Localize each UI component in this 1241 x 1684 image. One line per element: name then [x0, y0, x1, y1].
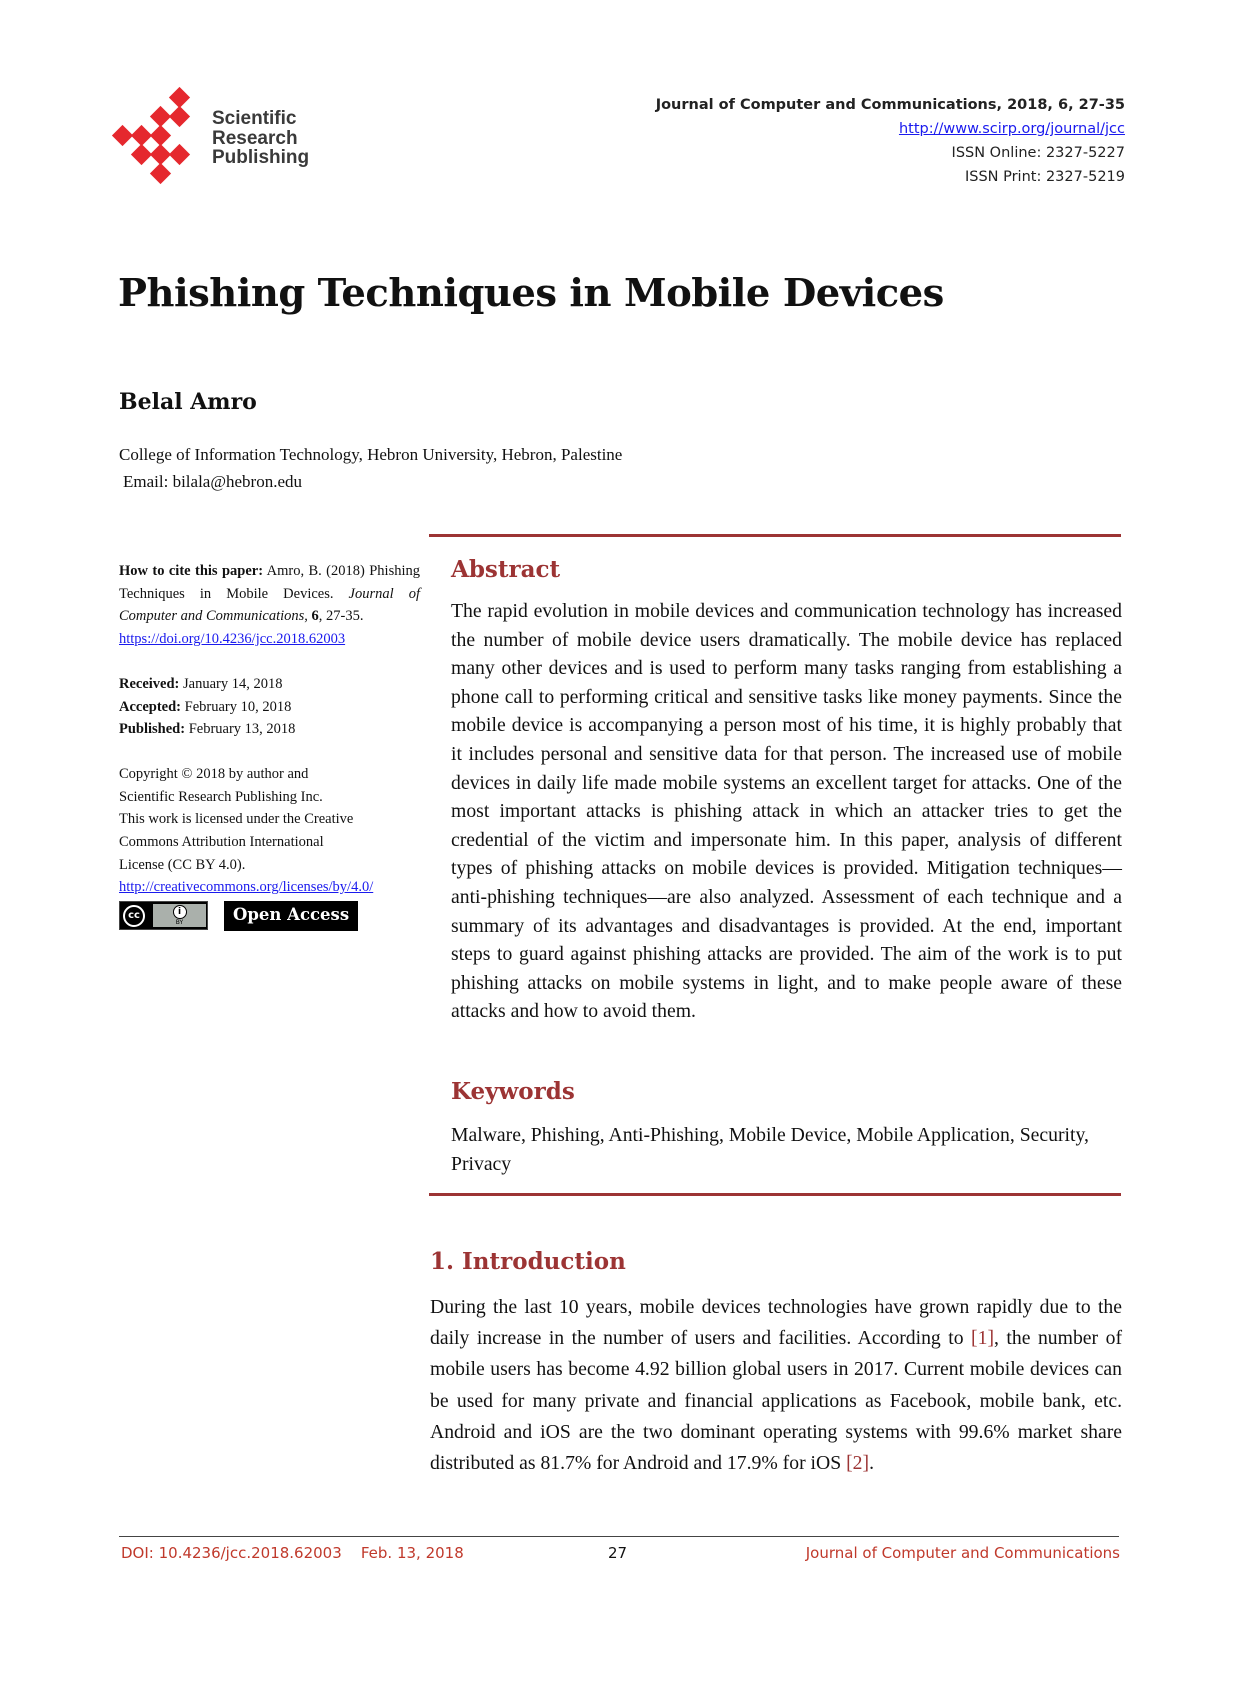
journal-url-link[interactable]: http://www.scirp.org/journal/jcc	[898, 121, 1125, 137]
author-name: Belal Amro	[119, 389, 257, 415]
issn-online: ISSN Online: 2327-5227	[951, 145, 1125, 161]
affiliation-block	[119, 441, 622, 495]
cite-volume: 6	[311, 608, 319, 625]
cite-journal: Journal of Computer and Communications	[119, 585, 420, 625]
keywords-text: Malware, Phishing, Anti-Phishing, Mobile Device, Mobile Application, Security, Privacy	[451, 1124, 1089, 1175]
abstract-top-rule	[429, 534, 1121, 537]
license-badges	[119, 901, 420, 931]
logo-diamond	[112, 125, 133, 146]
cite-text: Amro, B. (2018) Phishing Techniques in Mobile Devices.	[119, 563, 421, 602]
publisher-name-line: Publishing	[212, 147, 310, 168]
intro-part: During the last 10 years, mobile devices technologies have grown rapidly due to the daily increase in the number of users and facilities. According to	[430, 1296, 1122, 1350]
keywords-heading: Keywords	[451, 1078, 575, 1105]
accepted	[119, 696, 420, 719]
keywords-bottom-rule	[429, 1193, 1121, 1196]
reference-link[interactable]: [2]	[846, 1452, 870, 1475]
introduction-heading: 1. Introduction	[430, 1248, 626, 1275]
publisher-name	[212, 109, 309, 168]
cc-by-badge[interactable]	[119, 901, 208, 930]
publisher-name-line: Research	[212, 127, 298, 149]
doi-link[interactable]: https://doi.org/10.4236/jcc.2018.62003	[119, 631, 346, 648]
logo-diamond	[150, 163, 171, 184]
received-label: Received:	[119, 675, 180, 692]
license-link[interactable]: http://creativecommons.org/licenses/by/4.0/	[119, 879, 374, 896]
copyright-line: License (CC BY 4.0).	[119, 856, 246, 873]
intro-part: .	[869, 1452, 875, 1475]
reference-link[interactable]: [1]	[971, 1327, 995, 1350]
received-date: January 14, 2018	[179, 675, 283, 692]
by-icon-wrap	[153, 904, 206, 927]
published-label: Published:	[119, 721, 186, 738]
accepted-date: February 10, 2018	[181, 698, 292, 715]
cite-pages: , 27-35.	[318, 608, 364, 625]
published-date: February 13, 2018	[185, 721, 296, 738]
cite-label: How to cite this paper:	[119, 563, 264, 579]
publisher-name-line: Scientific	[212, 108, 297, 129]
page-number: 27	[608, 1544, 628, 1562]
copyright-line: Commons Attribution International	[119, 834, 324, 851]
footer-doi-date: DOI: 10.4236/jcc.2018.62003 Feb. 13, 2018	[121, 1544, 464, 1562]
logo-diamond	[169, 106, 190, 127]
received	[119, 673, 420, 696]
cc-icon: cc	[123, 905, 145, 927]
journal-title: Journal of Computer and Communications, 2018, 6, 27-35	[655, 97, 1125, 113]
open-access-badge: Open Access	[224, 901, 358, 931]
intro-part: , the number of mobile users has become 4.92 billion global users in 2017. Current mobile devices can be used for many private and financial applications as Facebook, mobile bank, etc. Android and iOS are the two dominant operating systems with 99.6% market share distributed as 81.7% for Android and 17.9% for iOS	[430, 1327, 1122, 1475]
affiliation: College of Information Technology, Hebron University, Hebron, Palestine	[119, 445, 623, 464]
paper-title: Phishing Techniques in Mobile Devices	[118, 271, 944, 316]
logo-diamond	[169, 144, 190, 165]
accepted-label: Accepted:	[119, 698, 182, 715]
footer-journal: Journal of Computer and Communications	[805, 1544, 1120, 1562]
published	[119, 718, 420, 741]
by-label: BY	[175, 919, 184, 927]
issn-print: ISSN Print: 2327-5219	[964, 169, 1125, 185]
copyright-line: Scientific Research Publishing Inc.	[119, 788, 323, 805]
citation	[119, 560, 420, 628]
journal-info	[656, 93, 1125, 189]
sidebar	[119, 560, 420, 931]
abstract-text: The rapid evolution in mobile devices and communication technology has increased the number of mobile device users dramatically. The mobile device has replaced many other devices and is used to perform many tasks ranging from establishing a phone call to performing critical and sensitive tasks like money payments. Since the mobile device is accompanying a person most of his time, it is highly probably that it includes personal and sensitive data for that person. The increased use of mobile devices in daily life made mobile systems an excellent target for attacks. One of the most important attacks is phishing attack in which an attacker tries to get the credential of the victim and impersonate him. In this paper, analysis of different types of phishing attacks on mobile devices is provided. Mitigation techniques—anti-phishing techniques—are also analyzed. Assessment of each technique and a summary of its advantages and disadvantages is provided. At the end, important steps to guard against phishing attacks are provided. The aim of the work is to put phishing attacks on mobile systems in light, and to make people aware of these attacks and how to avoid them.	[451, 600, 1122, 1023]
copyright-line: Copyright © 2018 by author and	[119, 765, 309, 782]
abstract-heading: Abstract	[451, 556, 561, 583]
publisher-logo	[118, 88, 208, 178]
footer-rule	[119, 1536, 1119, 1537]
introduction-text	[430, 1292, 1122, 1479]
cite-sep: ,	[304, 608, 312, 625]
author-email: Email: bilala@hebron.edu	[123, 472, 302, 491]
copyright-line: This work is licensed under the Creative	[119, 811, 354, 828]
attribution-icon: i	[173, 905, 187, 919]
